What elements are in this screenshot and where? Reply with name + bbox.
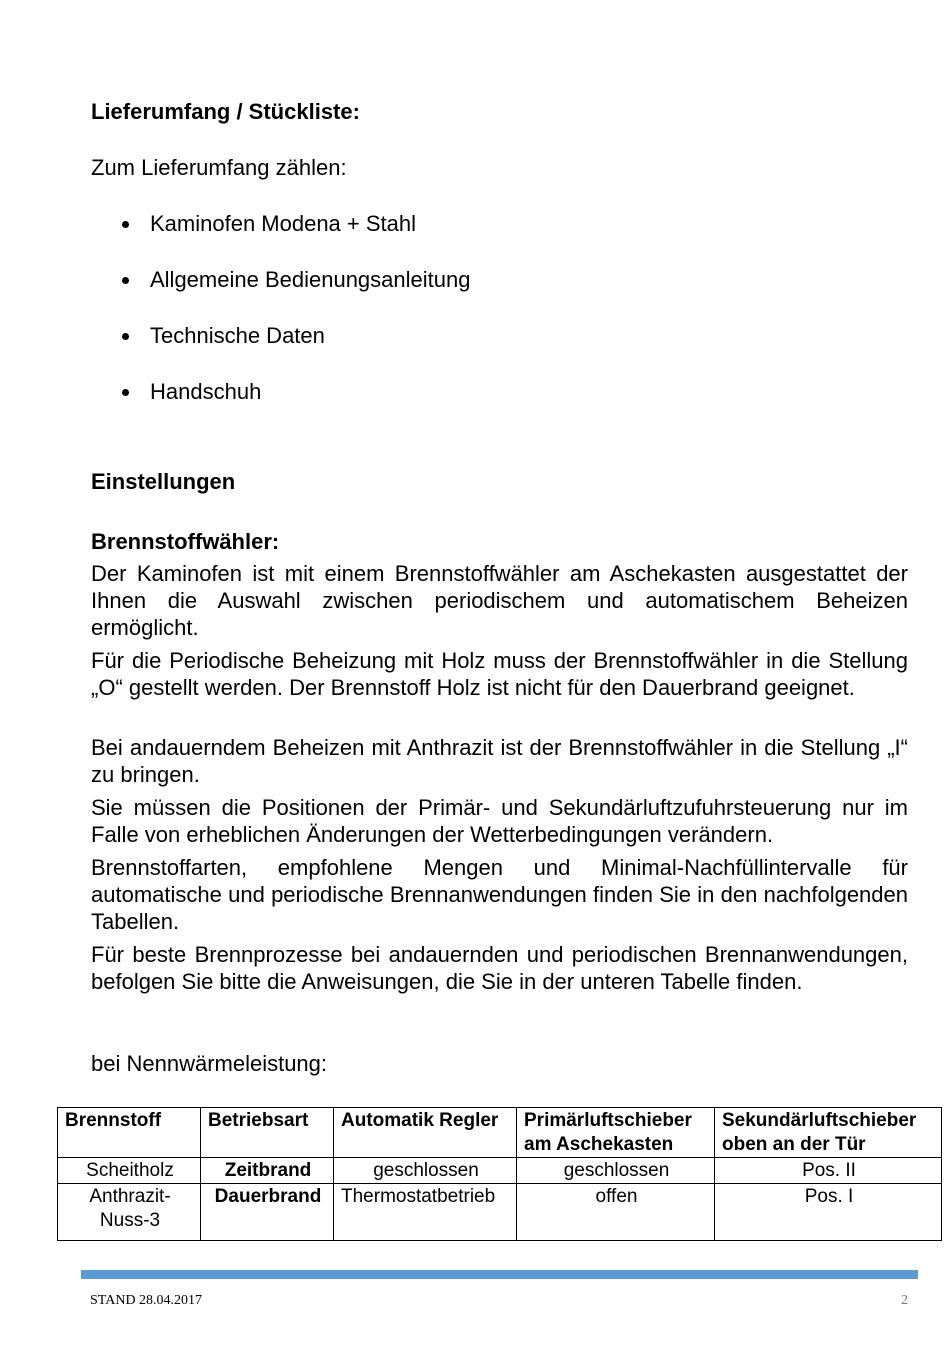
table-cell: geschlossen	[517, 1158, 715, 1184]
table-cell: geschlossen	[334, 1158, 517, 1184]
table-cell: Pos. I	[715, 1184, 942, 1241]
bullet-icon	[122, 221, 129, 228]
nennwaerme-label: bei Nennwärmeleistung:	[91, 1051, 328, 1076]
list-item: Technische Daten	[150, 323, 325, 349]
table-cell: offen	[517, 1184, 715, 1241]
table-header-row	[58, 1108, 942, 1158]
bullet-icon	[122, 333, 129, 340]
list-item: Kaminofen Modena + Stahl	[150, 211, 416, 237]
paragraph: Sie müssen die Positionen der Primär- und Sekundärluftzufuhrsteuerung nur im Falle von erheblichen Änderungen der Wetterbedingungen verändern.	[91, 795, 908, 847]
table-cell: Dauerbrand	[201, 1184, 334, 1241]
column-header: Primärluftschieber am Aschekasten	[517, 1108, 715, 1158]
column-header: Sekundärluftschieber oben an der Tür	[715, 1108, 942, 1158]
table-cell: Zeitbrand	[201, 1158, 334, 1184]
paragraph: Brennstoffarten, empfohlene Mengen und Minimal-Nachfüllintervalle für automatische und periodische Brennanwendungen finden Sie in den nachfolgenden Tabellen.	[91, 855, 908, 934]
footer-date: STAND 28.04.2017	[90, 1293, 203, 1308]
table-cell: Scheitholz	[58, 1158, 201, 1184]
settings-table	[57, 1107, 942, 1241]
list-item: Allgemeine Bedienungsanleitung	[150, 267, 470, 293]
page-number: 2	[901, 1293, 908, 1308]
paragraph: Der Kaminofen ist mit einem Brennstoffwähler am Aschekasten ausgestattet der Ihnen die Auswahl zwischen periodischem und automatischem Beheizen ermöglicht.	[91, 561, 908, 640]
bullet-icon	[122, 277, 129, 284]
heading-einstellungen: Einstellungen	[91, 469, 236, 494]
bullet-icon	[122, 389, 129, 396]
column-header: Automatik Regler	[334, 1108, 517, 1158]
heading-lieferumfang: Lieferumfang / Stückliste:	[91, 99, 360, 124]
paragraph: Für beste Brennprozesse bei andauernden und periodischen Brennanwendungen, befolgen Sie bitte die Anweisungen, die Sie in der unteren Tabelle finden.	[91, 942, 908, 994]
table-row	[58, 1184, 942, 1241]
footer-divider	[81, 1270, 918, 1279]
table-cell: Thermostatbetrieb	[334, 1184, 517, 1241]
list-item: Handschuh	[150, 379, 261, 405]
paragraph: Für die Periodische Beheizung mit Holz muss der Brennstoffwähler in die Stellung „O“ gestellt werden. Der Brennstoff Holz ist nicht für den Dauerbrand geeignet.	[91, 648, 908, 700]
table-row	[58, 1158, 942, 1184]
paragraph: Bei andauerndem Beheizen mit Anthrazit ist der Brennstoffwähler in die Stellung „I“ zu bringen.	[91, 735, 908, 787]
intro-text: Zum Lieferumfang zählen:	[91, 155, 347, 180]
column-header: Betriebsart	[201, 1108, 334, 1158]
table-cell: Anthrazit-Nuss-3	[58, 1184, 201, 1241]
heading-brennstoffwaehler: Brennstoffwähler:	[91, 529, 280, 554]
column-header: Brennstoff	[58, 1108, 201, 1158]
table-cell: Pos. II	[715, 1158, 942, 1184]
